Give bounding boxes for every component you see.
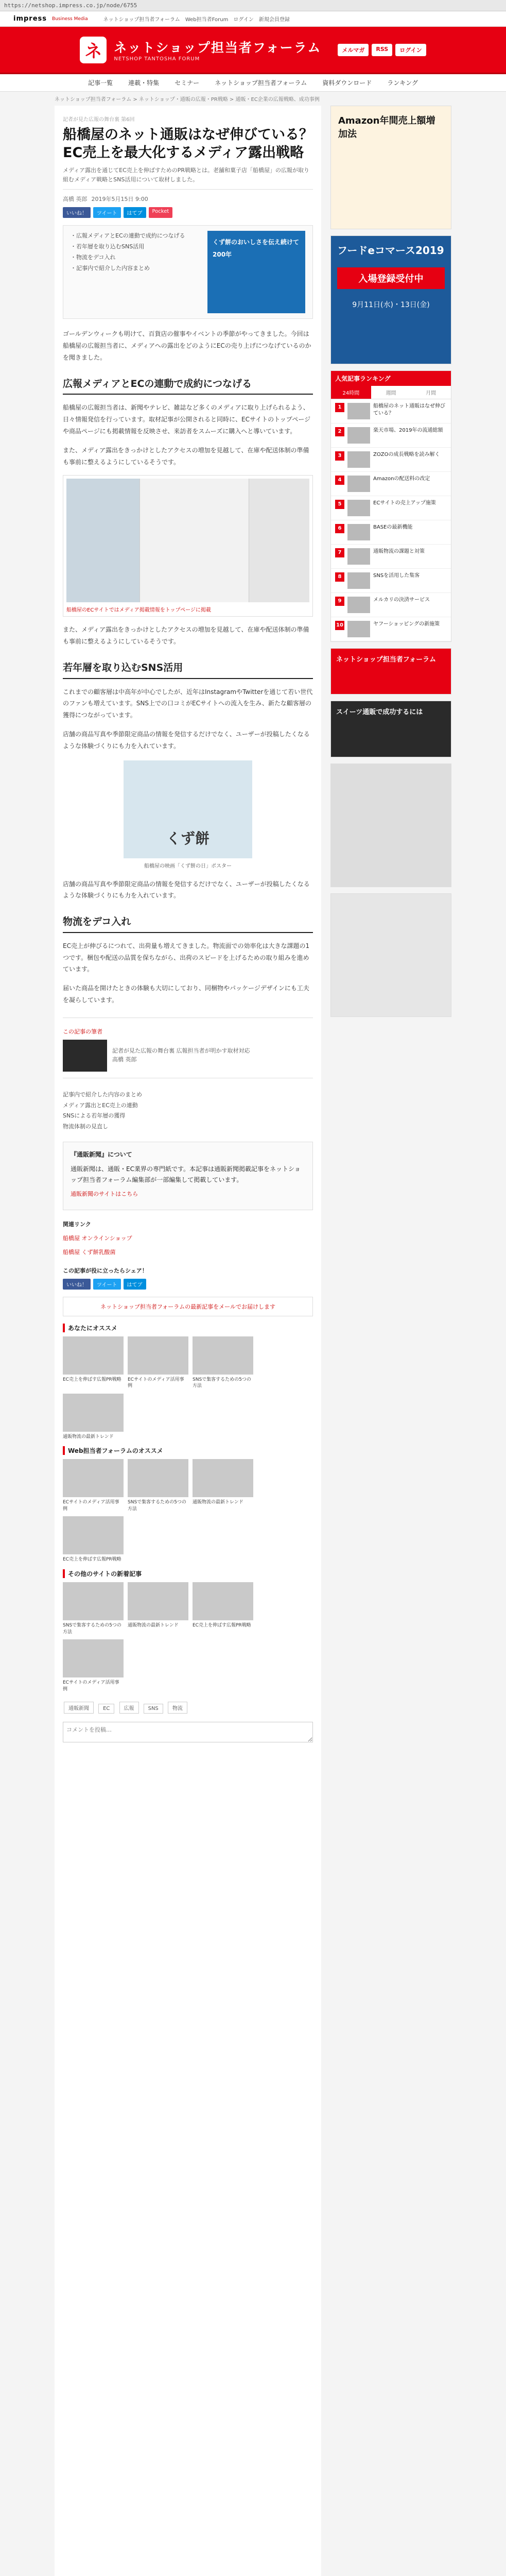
nav-item[interactable]: 連載・特集 [128,79,160,87]
info-link[interactable]: 通販新聞のサイトはこちら [71,1191,138,1198]
ad-gray-1[interactable] [330,764,451,887]
figure-caption: 船橋屋のECサイトではメディア掲載情報をトップページに掲載 [66,607,211,614]
comment-input[interactable] [63,1722,313,1742]
recommend-card[interactable]: 通販物流の最新トレンド [63,1394,124,1440]
section-heading: 物流をデコ入れ [63,915,313,933]
author-box [63,1018,313,1078]
ranking-item[interactable]: 2 楽天市場、2019年の流通総額 [331,423,451,448]
top-bar [0,11,506,27]
ranking-item[interactable]: 3 ZOZOの成長戦略を読み解く [331,448,451,472]
note-item: メディア露出とEC売上の連動 [63,1101,138,1109]
related-links [63,1219,313,1258]
figure-screenshot [63,475,313,617]
recommend-card[interactable]: ECサイトのメディア活用事例 [128,1336,188,1389]
url-text: https://netshop.impress.co.jp/node/6755 [4,2,137,9]
ranking-box [330,370,451,642]
header-link-rss[interactable]: RSS [372,44,392,56]
ad-amazon[interactable]: Amazon年間売上額増加法 [330,106,451,229]
related-heading: 関連リンク [63,1221,91,1228]
recommend-heading: あなたにオススメ [63,1324,313,1332]
nav-item[interactable]: 記事一覧 [88,79,113,87]
article-main [55,106,321,2576]
breadcrumb[interactable]: ネットショップ担当者フォーラム > ネットショップ・通販の広報・PR戦略 > 通販・EC企業の広報戦略、成功事例 [55,97,320,103]
tweet-button[interactable]: ツイート [93,207,121,218]
related-link[interactable]: 船橋屋 くず餅乳酸菌 [63,1248,116,1256]
poster-caption: 船橋屋の映画「くず餅の日」ポスター [144,863,232,869]
top-link[interactable]: 新規会員登録 [258,17,290,23]
article-lead: メディア露出を通じてEC売上を伸ばすためのPR戦略とは。老舗和菓子店「船橋屋」の広報が取り組むメディア戦略とSNS活用について取材しました。 [63,166,313,190]
nav-item[interactable]: セミナー [175,79,200,87]
recommend-card[interactable]: 通販物流の最新トレンド [128,1582,188,1635]
ranking-item[interactable]: 7 通販物流の課題と対策 [331,545,451,569]
brand-mark-icon[interactable]: ネ [80,37,107,63]
tab-24h[interactable]: 24時間 [331,386,371,399]
pocket-button[interactable]: Pocket [149,207,173,218]
movie-poster-image[interactable]: くず餅 [124,760,252,858]
recommend-card[interactable]: SNSで集客するための5つの方法 [63,1582,124,1635]
paragraph: 届いた商品を開けたときの体験も大切にしており、同梱物やパッケージデザインにも工夫を凝らしています。 [63,985,309,1004]
share-again [63,1266,313,1316]
author-name[interactable]: 高橋 英郎 [63,196,88,203]
ranking-item[interactable]: 5 ECサイトの売上アップ施策 [331,496,451,520]
tab-weekly[interactable]: 週間 [386,391,396,396]
tweet-button[interactable]: ツイート [93,1279,121,1290]
note-item: 物流体制の見直し [63,1123,108,1130]
hatena-button[interactable]: はてブ [124,1279,146,1290]
top-link[interactable]: Web担当者Forum [185,17,229,23]
recommend2-heading: Web担当者フォーラムのオススメ [63,1446,313,1455]
author-label: この記事の筆者 [63,1028,102,1035]
paragraph: 店舗の商品写真や季節限定商品の情報を発信するだけでなく、ユーザーが投稿したくなるような体験づくりにも力を入れています。 [63,730,310,750]
ad-food-ecommerce[interactable]: フードeコマース2019 入場登録受付中 9月11日(水)・13日(金) [330,235,451,364]
paragraph: ゴールデンウィークも明けて、百貨店の催事やイベントの季節がやってきました。今回は船橋屋の広報担当者に、メディアへの露出をどのようにECの売り上げにつなげているのかを聞きました。 [63,330,311,361]
paragraph: 店舗の商品写真や季節限定商品の情報を発信するだけでなく、ユーザーが投稿したくなるような体験づくりにも力を入れています。 [63,880,310,900]
recommend3-heading: その他のサイトの新着記事 [63,1569,313,1578]
paragraph: また、メディア露出をきっかけとしたアクセスの増加を見越して、在庫や配送体制の準備も事前に整えるようにしているそうです。 [63,626,309,646]
note-item: SNSによる若年層の獲得 [63,1112,126,1120]
toc-item[interactable]: ・記事内で紹介した内容まとめ [71,265,150,272]
byline [63,195,313,203]
recommend-card[interactable]: EC売上を伸ばす広報PR戦略 [193,1582,253,1635]
share-heading: この記事が役に立ったらシェア！ [63,1267,148,1274]
nav-item[interactable]: 資料ダウンロード [322,79,372,87]
ec-site-screenshot[interactable] [66,479,309,602]
info-box [63,1142,313,1210]
nav-item[interactable]: ネットショップ担当者フォーラム [215,79,307,87]
ranking-item[interactable]: 4 Amazonの配送料の改定 [331,472,451,496]
publish-date: 2019年5月15日 9:00 [91,196,148,203]
banner-forum[interactable]: ネットショップ担当者フォーラム [330,648,451,694]
author-box-name[interactable]: 高橋 英郎 [112,1056,137,1063]
section-heading: 若年層を取り込むSNS活用 [63,661,313,679]
info-title: 『通販新聞』について [71,1151,132,1159]
notes-list [63,1090,313,1133]
info-body: 通販新聞は、通販・EC業界の専門紙です。本記事は通販新聞掲載記事をネットショップ担当者フォーラム編集部が一部編集して掲載しています。 [71,1165,301,1184]
ranking-item[interactable]: 9 メルカリの決済サービス [331,593,451,617]
url-bar[interactable] [0,0,506,11]
toc-item[interactable]: ・若年層を取り込むSNS活用 [71,243,145,250]
page-wrap [55,106,451,2576]
header-link-mailmag[interactable]: メルマガ [338,44,369,56]
ranking-item[interactable]: 8 SNSを活用した集客 [331,569,451,593]
top-link[interactable]: ネットショップ担当者フォーラム [103,17,180,23]
section-heading: 広報メディアとECの連動で成約につなげる [63,377,313,395]
hatena-button[interactable]: はてブ [124,207,146,218]
recommend-card[interactable]: ECサイトのメディア活用事例 [63,1639,124,1692]
tab-monthly[interactable]: 月間 [426,391,437,396]
impress-logo-sub: Business Media [52,16,88,22]
article-kicker[interactable]: 記者が見た広報の舞台裏 第6回 [63,117,135,123]
facebook-like-button[interactable]: いいね！ [63,207,91,218]
top-link[interactable]: ログイン [233,17,254,23]
author-photo [63,1040,107,1072]
tag[interactable]: 広報 [119,1702,139,1714]
recommend-card[interactable]: SNSで集客するための5つの方法 [193,1336,253,1389]
nav-item[interactable]: ランキング [387,79,418,87]
impress-logo[interactable]: impress [13,15,47,23]
facebook-like-button[interactable]: いいね！ [63,1279,91,1290]
ranking-item[interactable]: 1 船橋屋のネット通販はなぜ伸びている？ [331,399,451,423]
share-buttons [63,207,313,218]
hero-image: くず餅のおいしさを伝え続けて200年 [207,231,305,313]
toc-item[interactable]: ・物流をデコ入れ [71,254,116,261]
paragraph: また、メディア露出をきっかけとしたアクセスの増加を見越して、在庫や配送体制の準備も事前に整えるようにしているそうです。 [63,446,309,466]
tag[interactable]: EC [98,1704,114,1714]
ad-gray-2[interactable] [330,893,451,1017]
paragraph: これまでの顧客層は中高年が中心でしたが、近年はInstagramやTwitterを通じて若い世代のファンも増えています。SNS上での口コミがECサイトへの流入を生み、新たな顧客層の獲得につながっています。 [63,688,313,719]
header-links [338,44,426,56]
paragraph: EC売上が伸びるにつれて、出荷量も増えてきました。物流面での効率化は大きな課題の1つです。梱包や配送の品質を保ちながら、出荷のスピードを上げるための取り組みを進めています。 [63,942,310,973]
ranking-item[interactable]: 10 ヤフーショッピングの新施策 [331,617,451,641]
recommend-section [63,1324,313,1693]
brand-title[interactable]: ネットショップ担当者フォーラム NETSHOP TANTOSHA FORUM [114,40,322,62]
recommend-card[interactable]: ECサイトのメディア活用事例 [63,1459,124,1512]
global-nav [0,74,506,92]
article-title: 船橋屋のネット通販はなぜ伸びている？ EC売上を最大化するメディア露出戦略 [63,127,313,161]
newsletter-box[interactable]: ネットショップ担当者フォーラムの最新記事をメールでお届けします [63,1297,313,1316]
tag[interactable]: SNS [144,1704,163,1714]
header-link-login[interactable]: ログイン [395,44,426,56]
site-header [0,27,506,74]
author-series-title[interactable]: 記者が見た広報の舞台裏 広報担当者が明かす取材対応 [112,1047,250,1055]
recommend-card[interactable]: EC売上を伸ばす広報PR戦略 [63,1516,124,1563]
tag[interactable]: 通販新聞 [64,1702,94,1714]
recommend-card[interactable]: EC売上を伸ばす広報PR戦略 [63,1336,124,1389]
table-of-contents [63,225,313,319]
top-links [103,15,290,23]
sidebar [330,106,451,2576]
toc-item[interactable]: ・広報メディアとECの連動で成約につなげる [71,232,185,240]
ranking-heading: 人気記事ランキング [331,371,451,386]
paragraph: 船橋屋の広報担当者は、新聞やテレビ、雑誌など多くのメディアに取り上げられるよう、日々情報発信を行っています。取材記事が公開されると同時に、ECサイトのトップページや商品ページにも掲載情報を反映させ、来訪者をスムーズに購入へと導いています。 [63,404,311,435]
related-link[interactable]: 船橋屋 オンラインショップ [63,1234,132,1242]
ranking-item[interactable]: 6 BASEの最新機能 [331,520,451,545]
recommend-card[interactable]: 通販物流の最新トレンド [193,1459,253,1512]
tag-list [63,1701,313,1715]
recommend-card[interactable]: SNSで集客するための5つの方法 [128,1459,188,1512]
note-item: 記事内で紹介した内容のまとめ [63,1091,142,1098]
banner-sweets[interactable]: スイーツ通販で成功するには [330,701,451,757]
tag[interactable]: 物流 [168,1702,187,1714]
